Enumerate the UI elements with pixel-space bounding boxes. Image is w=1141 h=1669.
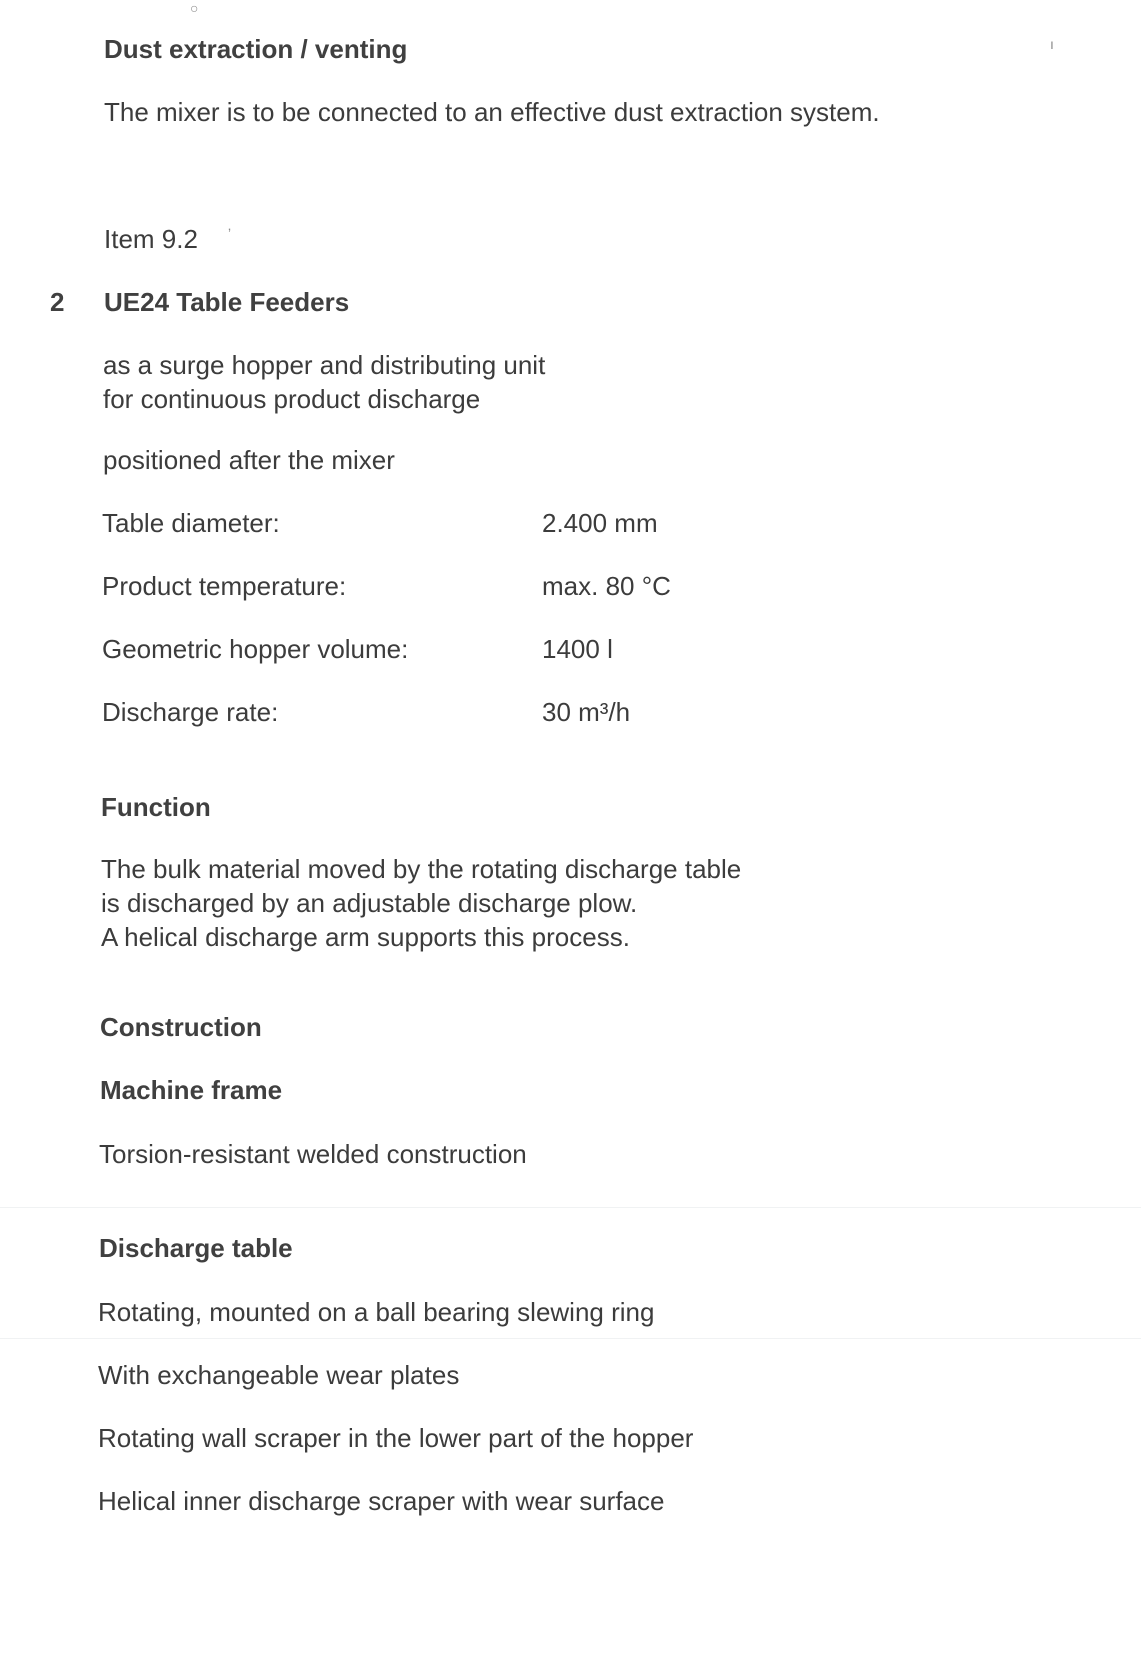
- discharge-table-heading: Discharge table: [99, 1233, 293, 1263]
- purpose-text: [103, 348, 545, 416]
- spec-value: 30 m³/h: [542, 697, 631, 727]
- dust-extraction-text: The mixer is to be connected to an effective dust extraction system.: [104, 97, 880, 127]
- discharge-table-item: Rotating wall scraper in the lower part of the hopper: [98, 1423, 694, 1453]
- spec-label: Discharge rate:: [102, 697, 279, 727]
- discharge-table-item: Rotating, mounted on a ball bearing slewing ring: [98, 1297, 655, 1327]
- purpose-line: as a surge hopper and distributing unit: [103, 350, 546, 380]
- construction-heading: Construction: [100, 1012, 262, 1042]
- discharge-table-item: With exchangeable wear plates: [98, 1360, 460, 1390]
- spec-value: 1400 l: [542, 634, 613, 664]
- machine-frame-text: Torsion-resistant welded construction: [99, 1139, 527, 1169]
- purpose-line: for continuous product discharge: [103, 384, 481, 414]
- item-number: 2: [50, 287, 65, 317]
- item-title: UE24 Table Feeders: [104, 287, 350, 317]
- function-heading: Function: [101, 792, 211, 822]
- spec-value: 2.400 mm: [542, 508, 658, 538]
- spec-label: Geometric hopper volume:: [102, 634, 409, 664]
- discharge-table-item: Helical inner discharge scraper with wear surface: [98, 1486, 665, 1516]
- function-line: is discharged by an adjustable discharge plow.: [101, 888, 638, 918]
- scan-speck: ı: [1050, 36, 1054, 52]
- function-line: The bulk material moved by the rotating discharge table: [101, 854, 742, 884]
- scan-speck: ʼ: [228, 226, 232, 242]
- spec-label: Table diameter:: [102, 508, 280, 538]
- function-line: A helical discharge arm supports this process.: [101, 922, 630, 952]
- position-text: positioned after the mixer: [103, 445, 395, 475]
- function-text: [101, 852, 741, 954]
- spec-label: Product temperature:: [102, 571, 347, 601]
- spec-value: max. 80 °C: [542, 571, 671, 601]
- dust-extraction-heading: Dust extraction / venting: [104, 34, 408, 64]
- scan-artifact-line: [0, 1338, 1141, 1339]
- scan-speck: ○: [190, 0, 199, 16]
- scan-artifact-line: [0, 1207, 1141, 1208]
- item-label: Item 9.2: [104, 224, 198, 254]
- machine-frame-heading: Machine frame: [100, 1075, 283, 1105]
